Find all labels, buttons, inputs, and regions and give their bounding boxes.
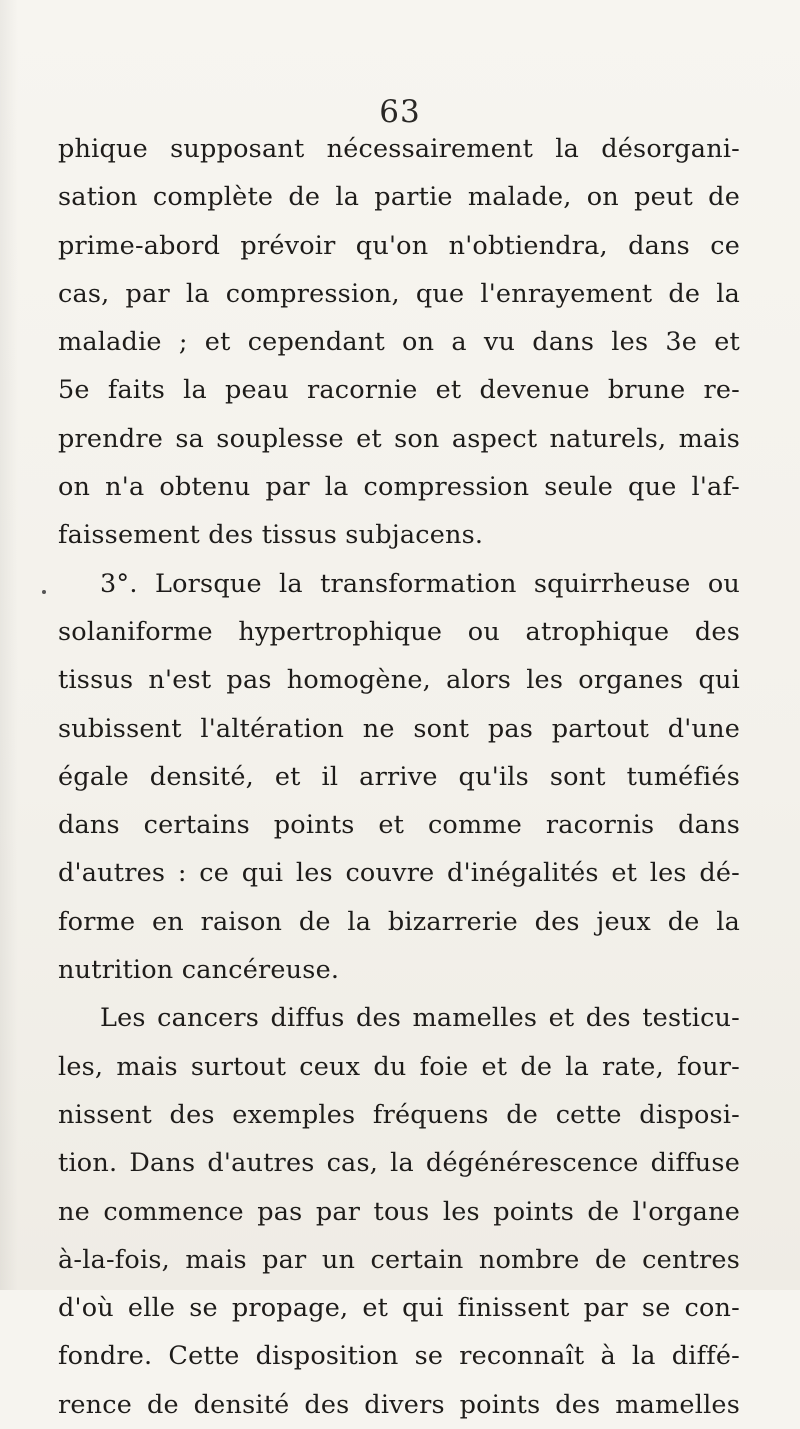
text-line: tion. Dans d'autres cas, la dégénérescence diffuse <box>58 1148 740 1179</box>
text-line: les, mais surtout ceux du foie et de la rate, four- <box>58 1051 740 1082</box>
margin-mark <box>42 590 46 594</box>
text-line: d'autres : ce qui les couvre d'inégalités et les dé- <box>58 858 740 889</box>
text-line: solaniforme hypertrophique ou atrophique des <box>58 616 740 647</box>
text-line: on n'a obtenu par la compression seule que l'af- <box>58 472 740 503</box>
text-line: dans certains points et comme racornis dans <box>58 810 740 841</box>
text-line: Les cancers diffus des mamelles et des testicu- <box>100 1003 740 1034</box>
text-line: d'où elle se propage, et qui finissent par se con- <box>58 1293 740 1324</box>
body-text <box>58 125 740 1429</box>
text-line: faissement des tissus subjacens. <box>58 520 484 551</box>
text-line: fondre. Cette disposition se reconnaît à la diffé- <box>58 1341 740 1372</box>
text-line: maladie ; et cependant on a vu dans les 3e et <box>58 327 740 358</box>
text-line: à-la-fois, mais par un certain nombre de centres <box>58 1244 740 1275</box>
text-line: ne commence pas par tous les points de l'organe <box>58 1196 740 1227</box>
text-line: égale densité, et il arrive qu'ils sont tuméfiés <box>58 761 740 792</box>
text-line: rence de densité des divers points des mamelles <box>58 1389 740 1420</box>
text-line: forme en raison de la bizarrerie des jeux de la <box>58 906 740 937</box>
text-line: nissent des exemples fréquens de cette disposi- <box>58 1099 740 1130</box>
text-line: 3°. Lorsque la transformation squirrheuse ou <box>100 568 740 599</box>
text-line: prendre sa souplesse et son aspect naturels, mais <box>58 423 740 454</box>
text-line: tissus n'est pas homogène, alors les organes qui <box>58 665 740 696</box>
text-line: prime-abord prévoir qu'on n'obtiendra, dans ce <box>58 230 740 261</box>
page-number: 63 <box>379 94 421 130</box>
text-line: cas, par la compression, que l'enrayement de la <box>58 278 740 309</box>
text-line: subissent l'altération ne sont pas partout d'une <box>58 713 740 744</box>
text-line: 5e faits la peau racornie et devenue brune re- <box>58 375 740 406</box>
page-edge-shadow <box>0 0 18 1290</box>
text-line: nutrition cancéreuse. <box>58 955 340 986</box>
text-line: sation complète de la partie malade, on peut de <box>58 182 740 213</box>
text-line: phique supposant nécessairement la désorgani- <box>58 134 740 164</box>
